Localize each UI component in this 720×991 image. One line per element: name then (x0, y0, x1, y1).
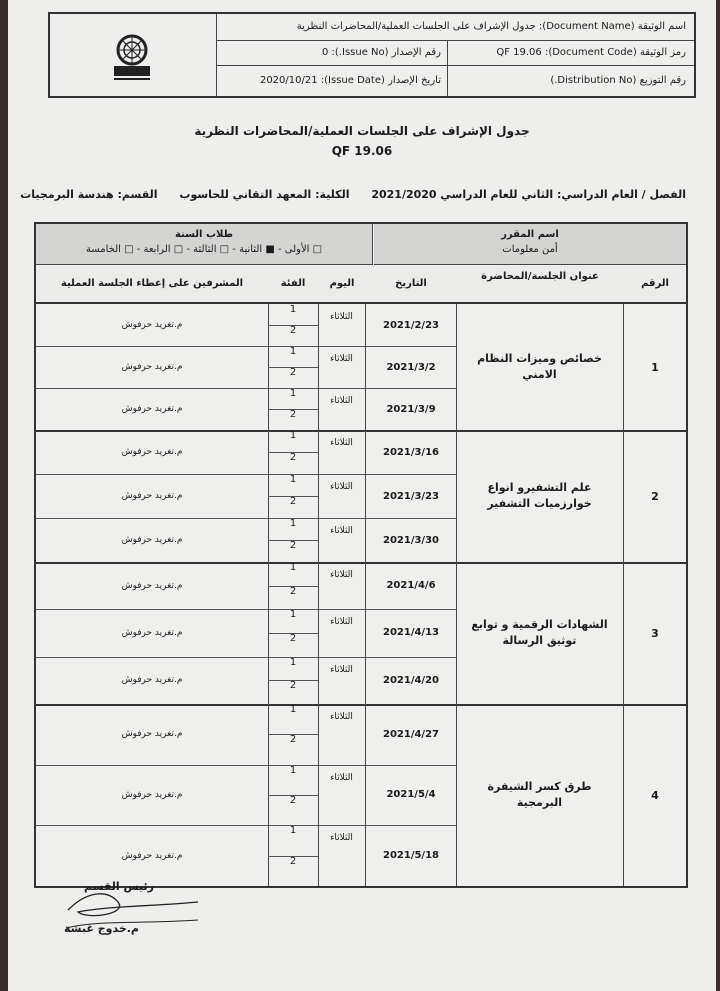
session-row (36, 765, 456, 827)
supervisor-cell: م.تغريد حرفوش (36, 765, 269, 826)
topic-cell: خصائص وميزات النظام الامني (456, 304, 624, 430)
supervisor-cell: م.تغريد حرفوش (36, 346, 269, 388)
course-name: أمن معلومات (502, 244, 558, 255)
group-cell (268, 825, 319, 886)
group-cell (268, 474, 319, 518)
topic-cell: علم التشفيرو انواع خوارزميات التشفير (456, 430, 624, 562)
session-row (36, 825, 456, 886)
document-name: اسم الوثيقة (Document Name): جدول الإشراف على الجلسات العملية/المحاضرات النظرية (216, 14, 694, 41)
page-title: جدول الإشراف على الجلسات العملية/المحاضرات النظرية (194, 124, 530, 138)
col-supervisors: المشرفين على إعطاء الجلسة العملية (36, 266, 269, 304)
page-code: QF 19.06 (331, 144, 393, 158)
group-one: 1 (268, 304, 318, 326)
day-cell: الثلاثاء (318, 518, 366, 562)
group-one: 1 (268, 388, 318, 410)
session-row (36, 474, 456, 519)
session-row (36, 657, 456, 704)
group-two: 2 (289, 452, 297, 463)
session-row (36, 518, 456, 562)
date-cell: 2021/4/6 (366, 562, 457, 609)
supervisor-cell: م.تغريد حرفوش (36, 388, 269, 430)
group-two: 2 (289, 325, 297, 336)
date-cell: 2021/3/16 (366, 430, 457, 474)
topic-cell: الشهادات الرقمية و توابع توثيق الرسالة (456, 562, 624, 704)
group-cell (268, 518, 319, 562)
topic-block (36, 562, 686, 706)
date-cell: 2021/4/20 (366, 657, 457, 704)
session-row (36, 430, 456, 475)
number-cell: 1 (651, 360, 659, 374)
logo-cell (50, 14, 217, 96)
students-label: طلاب السنة (174, 229, 234, 240)
issue-date: تاريخ الإصدار (Issue Date): 2020/10/21 (216, 66, 448, 96)
supervisor-cell: م.تغريد حرفوش (36, 562, 269, 609)
supervisor-cell: م.تغريد حرفوش (36, 609, 269, 656)
group-one: 1 (268, 765, 318, 796)
group-one: 1 (268, 518, 318, 541)
issue-no: رقم الإصدار (Issue No.): 0 (216, 40, 448, 66)
day-cell: الثلاثاء (318, 704, 366, 765)
date-cell: 2021/5/18 (366, 825, 457, 886)
col-group: الفئة (268, 266, 319, 304)
session-row (36, 562, 456, 610)
group-one: 1 (268, 609, 318, 634)
topic-block (36, 704, 686, 886)
document-sheet (8, 0, 716, 991)
day-cell: الثلاثاء (318, 562, 366, 609)
session-row (36, 304, 456, 347)
group-two: 2 (289, 794, 297, 806)
topic-block (36, 304, 686, 432)
students-year-cell (36, 224, 373, 265)
topic-block (36, 430, 686, 564)
group-two: 2 (289, 734, 297, 746)
faculty-label: الكلية: المعهد التقاني للحاسوب (179, 188, 350, 201)
group-cell (268, 388, 319, 430)
group-cell (268, 430, 319, 474)
group-cell (268, 609, 319, 656)
session-row (36, 346, 456, 389)
group-two: 2 (289, 633, 297, 644)
group-two: 2 (289, 585, 297, 597)
col-date: التاريخ (366, 266, 457, 304)
group-cell (268, 704, 319, 765)
day-cell: الثلاثاء (318, 346, 366, 388)
date-cell: 2021/3/23 (366, 474, 457, 518)
day-cell: الثلاثاء (318, 657, 366, 704)
meta-line (2, 188, 686, 201)
group-one: 1 (268, 430, 318, 453)
date-cell: 2021/3/30 (366, 518, 457, 562)
signature-name: م.خدوج غبشة (64, 922, 139, 935)
university-logo-icon (106, 30, 158, 82)
day-cell: الثلاثاء (318, 765, 366, 826)
supervision-table (34, 222, 688, 888)
group-two: 2 (289, 855, 297, 867)
group-one: 1 (268, 562, 318, 587)
day-cell: الثلاثاء (318, 609, 366, 656)
day-cell: الثلاثاء (318, 474, 366, 518)
group-cell (268, 346, 319, 388)
col-topic: عنوان الجلسة/المحاضرة (456, 266, 625, 304)
years-line: □ الأولى - ■ الثانية - □ الثالثة - □ الرابعة - □ الخامسة (85, 244, 323, 255)
date-cell: 2021/3/2 (366, 346, 457, 388)
session-row (36, 388, 456, 430)
course-cell (374, 224, 686, 265)
department-label: القسم: هندسة البرمجيات (20, 188, 158, 201)
group-one: 1 (268, 704, 318, 735)
day-cell: الثلاثاء (318, 388, 366, 430)
number-cell: 4 (651, 788, 659, 802)
day-cell: الثلاثاء (318, 825, 366, 886)
group-two: 2 (289, 496, 297, 507)
document-header (48, 12, 696, 98)
group-cell (268, 304, 319, 346)
course-label: اسم المقرر (501, 229, 559, 240)
group-two: 2 (289, 680, 297, 692)
date-cell: 2021/3/9 (366, 388, 457, 430)
supervisor-cell: م.تغريد حرفوش (36, 474, 269, 518)
supervisor-cell: م.تغريد حرفوش (36, 704, 269, 765)
session-row (36, 704, 456, 766)
group-cell (268, 657, 319, 704)
group-one: 1 (268, 346, 318, 368)
col-no: الرقم (624, 266, 686, 304)
semester-label: الفصل / العام الدراسي: الثاني للعام الدراسي 2021/2020 (371, 188, 686, 201)
group-one: 1 (268, 474, 318, 497)
supervisor-cell: م.تغريد حرفوش (36, 657, 269, 704)
day-cell: الثلاثاء (318, 304, 366, 346)
group-two: 2 (289, 367, 297, 378)
group-cell (268, 765, 319, 826)
date-cell: 2021/4/13 (366, 609, 457, 656)
col-day: اليوم (318, 266, 367, 304)
distribution-no: رقم التوزيع (Distribution No.) (550, 75, 686, 86)
supervisor-cell: م.تغريد حرفوش (36, 825, 269, 886)
group-two: 2 (289, 409, 297, 420)
supervisor-cell: م.تغريد حرفوش (36, 304, 269, 346)
group-one: 1 (268, 657, 318, 682)
group-cell (268, 562, 319, 609)
topic-cell: طرق كسر الشيفرة البرمجية (456, 704, 624, 886)
signature-label: رئيس القسم (84, 880, 154, 893)
group-one: 1 (268, 825, 318, 856)
day-cell: الثلاثاء (318, 430, 366, 474)
group-two: 2 (289, 540, 297, 551)
number-cell: 3 (651, 626, 659, 640)
session-row (36, 609, 456, 657)
document-code: رمز الوثيقة (Document Code): QF 19.06 (448, 40, 694, 66)
supervisor-cell: م.تغريد حرفوش (36, 518, 269, 562)
supervisor-cell: م.تغريد حرفوش (36, 430, 269, 474)
date-cell: 2021/4/27 (366, 704, 457, 765)
date-cell: 2021/2/23 (366, 304, 457, 346)
number-cell: 2 (651, 489, 659, 503)
date-cell: 2021/5/4 (366, 765, 457, 826)
